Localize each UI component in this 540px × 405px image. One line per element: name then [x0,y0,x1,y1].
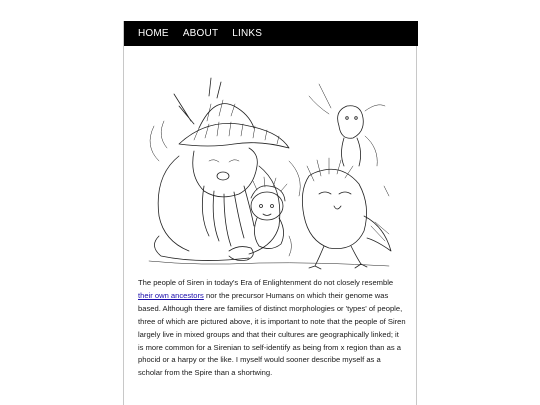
small-child-drawing [251,177,287,249]
bird-creature-drawing [309,84,385,166]
ancestors-link[interactable]: their own ancestors [138,290,204,300]
article-text-body: nor the precursor Humans on which their genome was based. Although there are families of distinct morphologies or 'types' of people, three of which are pictured above, it is important to note that the people of Siren largely live in mixed groups and that their cultures are geographically linked; it is more common for a Sirenian to self-identify as being from x region than as a phocid or a harpy or the like. I myself would sooner describe myself as a scholar from the Spire than a shortwing. [138,290,406,378]
nav-links-link[interactable]: LINKS [232,28,263,39]
article-paragraph [138,277,406,380]
siren-family-sketch-icon [139,66,401,271]
article-text-intro: The people of Siren in today's Era of Enlightenment do not closely resemble [138,278,394,287]
large-figure-drawing [150,78,300,261]
nav-home-link[interactable]: HOME [138,28,169,39]
nav-about-link[interactable]: ABOUT [182,28,219,39]
siren-family-illustration [139,66,401,271]
top-navbar [124,21,418,46]
page-container [123,21,417,405]
harpy-figure-drawing [302,158,391,269]
